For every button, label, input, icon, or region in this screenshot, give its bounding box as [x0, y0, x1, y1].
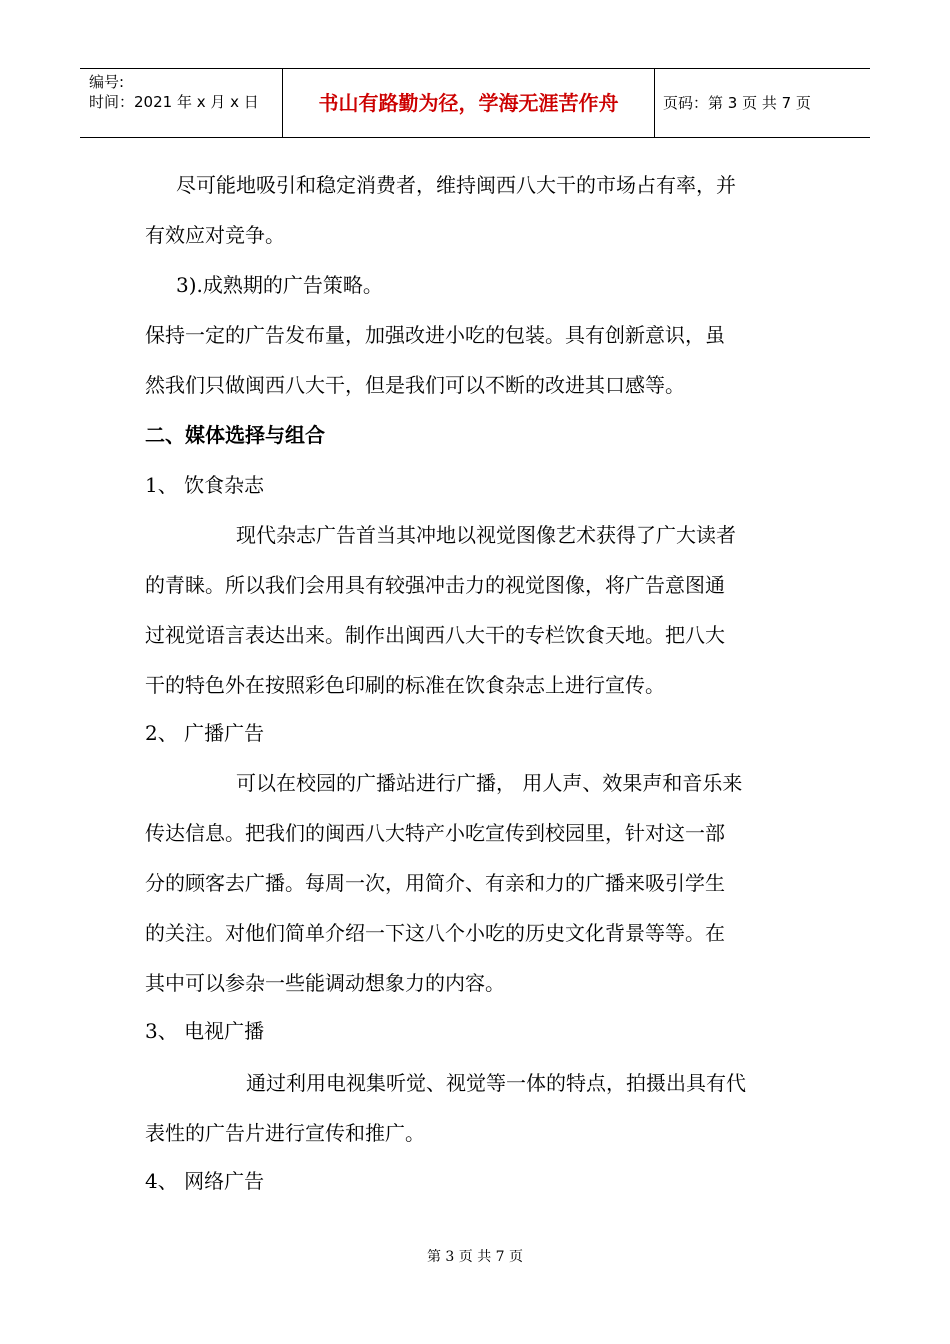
paragraph-line: 过视觉语言表达出来。制作出闽西八大干的专栏饮食天地。把八大: [145, 623, 725, 647]
list-item-heading: 4、 网络广告: [145, 1169, 265, 1193]
paragraph-line: 保持一定的广告发布量，加强改进小吃的包装。具有创新意识，虽: [145, 323, 725, 347]
number-label: 编号:: [89, 73, 125, 91]
paragraph-line: 然我们只做闽西八大干，但是我们可以不断的改进其口感等。: [145, 373, 685, 397]
header-page-label: 页码：第 3 页 共 7 页: [663, 94, 811, 112]
paragraph-line: 分的顾客去广播。每周一次，用简介、有亲和力的广播来吸引学生: [145, 871, 725, 895]
paragraph-line: 尽可能地吸引和稳定消费者，维持闽西八大干的市场占有率，并: [176, 173, 736, 197]
list-item-heading: 3、 电视广播: [145, 1019, 265, 1043]
paragraph-line: 表性的广告片进行宣传和推广。: [145, 1121, 425, 1145]
header-motto: 书山有路勤为径，学海无涯苦作舟: [283, 69, 655, 137]
paragraph-line: 可以在校园的广播站进行广播， 用人声、效果声和音乐来: [236, 771, 743, 795]
paragraph-line: 传达信息。把我们的闽西八大特产小吃宣传到校园里，针对这一部: [145, 821, 725, 845]
section-heading: 二、媒体选择与组合: [145, 423, 325, 447]
page-footer: 第 3 页 共 7 页: [426, 1249, 524, 1265]
paragraph-line: 的青睐。所以我们会用具有较强冲击力的视觉图像，将广告意图通: [145, 573, 725, 597]
paragraph-line: 的关注。对他们简单介绍一下这八个小吃的历史文化背景等等。在: [145, 921, 725, 945]
page-header: [80, 68, 870, 138]
paragraph-line: 有效应对竞争。: [145, 223, 285, 247]
list-item-heading: 2、 广播广告: [145, 721, 265, 745]
paragraph-line: 通过利用电视集听觉、视觉等一体的特点，拍摄出具有代: [246, 1071, 746, 1095]
list-item-heading: 1、 饮食杂志: [145, 473, 265, 497]
paragraph-line: 其中可以参杂一些能调动想象力的内容。: [145, 971, 505, 995]
header-meta: [80, 69, 283, 137]
time-label: 时间：2021 年 x 月 x 日: [89, 93, 259, 111]
subheading: 3).成熟期的广告策略。: [176, 273, 383, 297]
paragraph-line: 现代杂志广告首当其冲地以视觉图像艺术获得了广大读者: [236, 523, 736, 547]
paragraph-line: 干的特色外在按照彩色印刷的标准在饮食杂志上进行宣传。: [145, 673, 665, 697]
